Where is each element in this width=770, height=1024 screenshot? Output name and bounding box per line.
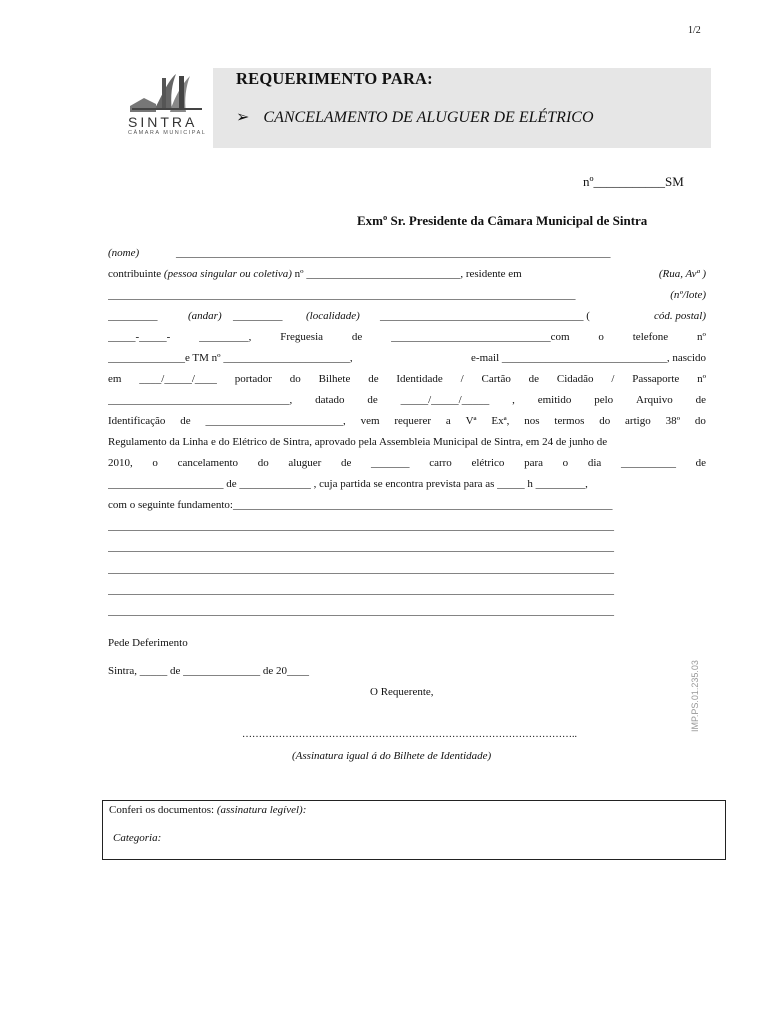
addressee: Exmº Sr. Presidente da Câmara Municipal de Sintra xyxy=(357,213,648,228)
arrow-icon: ➢ xyxy=(236,109,250,126)
verification-label: Conferi os documentos: xyxy=(109,804,217,816)
word: Identidade xyxy=(396,373,443,385)
word: cancelamento xyxy=(177,457,239,469)
floor-field[interactable]: _________ xyxy=(108,310,158,322)
form-code: IMP.PS.01.235.03 xyxy=(690,660,700,732)
word: de xyxy=(340,457,352,469)
word: de xyxy=(695,457,706,469)
form-line-grounds[interactable]: com o seguinte fundamento:_____________________________________________________________________ xyxy=(108,499,613,511)
word: artigo xyxy=(625,415,651,427)
grounds-blank-line[interactable]: ____________________________________________________________________________________________ xyxy=(108,584,614,596)
phone-label: telefone xyxy=(632,331,669,343)
signature-line[interactable]: ……………………………………………………………………………………….. xyxy=(242,729,577,740)
word: termos xyxy=(554,415,585,427)
grounds-blank-line[interactable]: ____________________________________________________________________________________________ xyxy=(108,563,614,575)
lot-label: (nº/lote) xyxy=(670,289,706,301)
verification-box xyxy=(102,800,726,860)
signature-note: (Assinatura igual á do Bilhete de Identidade) xyxy=(292,750,492,762)
word: nº xyxy=(697,373,706,385)
form-line-cancellation[interactable] xyxy=(108,457,706,469)
word: nos xyxy=(524,415,540,427)
taxpayer-label: contribuinte xyxy=(108,268,164,280)
word: elétrico xyxy=(471,457,505,469)
word: do xyxy=(289,373,301,385)
mobile-field[interactable]: ______________e TM nº _______________________, xyxy=(108,352,353,364)
pede-deferimento: Pede Deferimento xyxy=(108,637,188,649)
postal-code-label: cód. postal) xyxy=(654,310,706,322)
process-number-field[interactable]: nº___________SM xyxy=(583,174,684,189)
word: o xyxy=(598,331,604,343)
form-title: REQUERIMENTO PARA: xyxy=(236,69,433,88)
word: o xyxy=(152,457,158,469)
word: Cartão xyxy=(481,373,511,385)
form-line-mobile-email[interactable] xyxy=(108,352,706,364)
birth-date-field[interactable]: ____/_____/____ xyxy=(139,373,217,385)
logo-text: SINTRA xyxy=(128,114,198,130)
locality-label: (localidade) xyxy=(306,310,360,322)
form-line-name[interactable] xyxy=(108,247,706,259)
word: emitido xyxy=(537,394,572,406)
grounds-blank-line[interactable]: ____________________________________________________________________________________________ xyxy=(108,605,614,617)
word: carro xyxy=(429,457,452,469)
day-field[interactable]: __________ xyxy=(620,457,676,469)
form-line-birth-id[interactable] xyxy=(108,373,706,385)
word: Cidadão xyxy=(556,373,594,385)
date-line[interactable]: Sintra, _____ de ______________ de 20____ xyxy=(108,665,310,677)
form-line-locality[interactable] xyxy=(108,310,706,322)
form-line-address[interactable] xyxy=(108,289,706,301)
page-number: 1/2 xyxy=(688,25,701,36)
address-field[interactable]: _____________________________________________________________________________________ xyxy=(108,289,576,301)
id-number-field[interactable]: _________________________________, xyxy=(108,394,293,406)
word: de xyxy=(528,373,540,385)
grounds-blank-line[interactable]: ____________________________________________________________________________________________ xyxy=(108,541,614,553)
word: de xyxy=(351,331,363,343)
grounds-blank-line[interactable]: ____________________________________________________________________________________________ xyxy=(108,520,614,532)
word: em xyxy=(108,373,122,385)
word: requerer xyxy=(394,415,432,427)
taxpayer-type-label: (pessoa singular ou coletiva) xyxy=(163,268,292,280)
word: 38º xyxy=(665,415,680,427)
word: Passaporte xyxy=(632,373,680,385)
word: Exª, xyxy=(491,415,510,427)
taxpayer-field[interactable]: nº ____________________________, residente em xyxy=(291,268,522,280)
form-line-archive[interactable] xyxy=(108,415,706,427)
floor-label: (andar) xyxy=(188,310,222,322)
word: Bilhete xyxy=(318,373,351,385)
word: Identificação xyxy=(108,415,166,427)
word: / xyxy=(460,373,464,385)
street-label: (Rua, Avª ) xyxy=(658,268,706,280)
word: aluguer xyxy=(288,457,322,469)
email-field[interactable]: e-mail ______________________________, nascido xyxy=(471,352,706,364)
word: Vª xyxy=(465,415,477,427)
word: , xyxy=(512,394,515,406)
form-line-departure[interactable]: _____________________ de _____________ , cuja partida se encontra prevista para as _____ h _________, xyxy=(108,478,588,490)
word: de xyxy=(695,394,706,406)
word: de xyxy=(367,394,378,406)
word: nº xyxy=(697,331,706,343)
postal-code-continued[interactable]: _____-_____- xyxy=(108,331,171,343)
postal-code-field[interactable]: _____________________________________ ( xyxy=(380,310,590,322)
word: do xyxy=(599,415,611,427)
car-count-field[interactable]: _______ xyxy=(371,457,410,469)
word: do xyxy=(694,415,706,427)
form-line-id-issued[interactable] xyxy=(108,394,706,406)
name-field[interactable]: _______________________________________________________________________________ xyxy=(176,247,611,259)
parish-field[interactable]: _____________________________com xyxy=(391,331,570,343)
word: pelo xyxy=(594,394,614,406)
word: do xyxy=(257,457,269,469)
signature-legible-label: (assinatura legível): xyxy=(216,804,307,816)
logo-subtitle: CÂMARA MUNICIPAL xyxy=(128,130,207,136)
word: Arquivo xyxy=(636,394,673,406)
parish-label: Freguesia xyxy=(280,331,324,343)
word: para xyxy=(524,457,544,469)
id-date-field[interactable]: _____/_____/_____ xyxy=(400,394,490,406)
archive-field[interactable]: _________________________, xyxy=(205,415,346,427)
parish-prefix-field[interactable]: _________, xyxy=(199,331,252,343)
category-label: Categoria: xyxy=(113,832,162,844)
locality-field[interactable]: _________ xyxy=(233,310,283,322)
word: / xyxy=(611,373,615,385)
word: o xyxy=(562,457,569,469)
requerente-label: O Requerente, xyxy=(370,686,434,698)
word: de xyxy=(180,415,191,427)
form-line-regulation: Regulamento da Linha e do Elétrico de Sintra, aprovado pela Assembleia Municipal de Sintra, em 24 de junho de xyxy=(108,436,608,448)
form-subtitle xyxy=(236,107,594,127)
verification-line xyxy=(109,804,306,816)
word: 2010, xyxy=(108,457,133,469)
subtitle-text: CANCELAMENTO DE ALUGUER DE ELÉTRICO xyxy=(263,109,594,126)
word: datado xyxy=(315,394,345,406)
word: dia xyxy=(587,457,602,469)
form-line-parish[interactable] xyxy=(108,331,706,343)
form-line-taxpayer[interactable] xyxy=(108,268,706,280)
name-label: (nome) xyxy=(108,247,140,259)
word: a xyxy=(445,415,451,427)
word: vem xyxy=(360,415,380,427)
word: portador xyxy=(234,373,272,385)
word: de xyxy=(368,373,379,385)
